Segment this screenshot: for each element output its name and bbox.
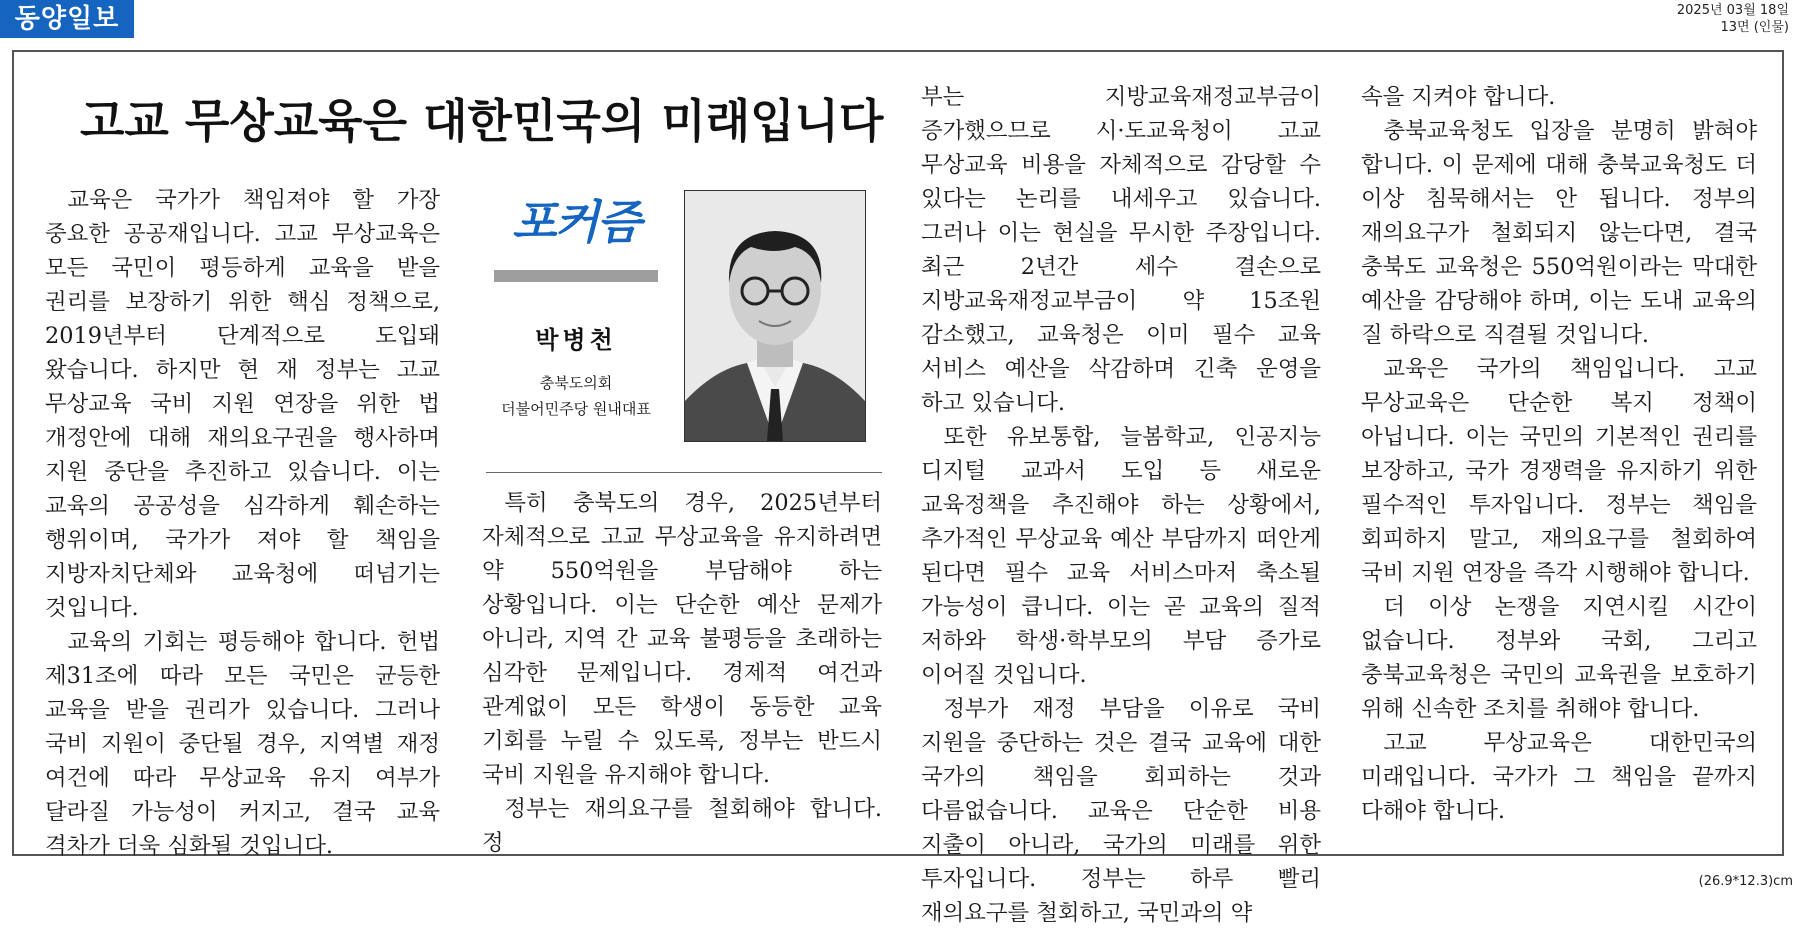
paragraph: 교육은 국가가 책임져야 할 가장 중요한 공공재입니다. 고교 무상교육은 모든 국민이 평등하게 교육을 받을 권리를 보장하기 위한 핵심 정책으로, 2019년부터 단계적으로 도입돼 왔습니다. 하지만 현 재 정부는 고교 무상교육 국비 지원 연장을 위한 법 개정안에 대해 재의요구권을 행사하며 지원 중단을 추진하고 있습니다. 이는 교육의 공공성을 심각하게 훼손하는 행위이며, 국가가 져야 할 책임을 지방자치단체와 교육청에 떠넘기는 것입니다.: [45, 187, 440, 621]
paragraph: 충북교육청도 입장을 분명히 밝혀야 합니다. 이 문제에 대해 충북교육청도 더 이상 침묵해서는 안 됩니다. 정부의 재의요구가 철회되지 않는다면, 결국 충북도 교육청은 550억원이라는 막대한 예산을 감당해야 하며, 이는 도내 교육의 질 하락으로 직결될 것입니다.: [1361, 118, 1757, 348]
paragraph: 특히 충북도의 경우, 2025년부터 자체적으로 고교 무상교육을 유지하려면 약 550억원을 부담해야 하는 상황입니다. 이는 단순한 예산 문제가 아니라, 지역 간 교육 불평등을 초래하는 심각한 문제입니다. 경제적 여건과 관계없이 모든 학생이 동등한 교육 기회를 누릴 수 있도록, 정부는 반드시 국비 지원을 유지해야 합니다.: [482, 490, 882, 788]
paragraph: 더 이상 논쟁을 지연시킬 시간이 없습니다. 정부와 국회, 그리고 충북교육청은 국민의 교육권을 보호하기 위해 신속한 조치를 취해야 합니다.: [1361, 594, 1757, 722]
paragraph: 정부는 재의요구를 철회해야 합니다. 정: [482, 796, 882, 856]
paragraph: 또한 유보통합, 늘봄학교, 인공지능 디지털 교과서 도입 등 새로운 교육정책을 추진해야 하는 상황에서, 추가적인 무상교육 예산 부담까지 떠안게 된다면 필수 교육 서비스마저 축소될 가능성이 큽니다. 이는 곧 교육의 질적 저하와 학생·학부모의 부담 증가로 이어질 것입니다.: [921, 424, 1321, 688]
author-portrait-icon: [685, 191, 865, 441]
page-section: 13면 (인물): [1720, 20, 1789, 35]
article-column-2: [482, 486, 882, 860]
column-logo-bar: [494, 270, 658, 282]
newspaper-masthead: 동양일보: [0, 0, 134, 38]
author-affiliation: [486, 370, 666, 422]
paragraph: 교육은 국가의 책임입니다. 고교 무상교육은 단순한 복지 정책이 아닙니다. 이는 국민의 기본적인 권리를 보장하고, 국가 경쟁력을 유지하기 위한 필수적인 투자입니다. 정부는 책임을 회피하지 말고, 재의요구를 철회하여 국비 지원 연장을 즉각 시행해야 합니다.: [1361, 356, 1757, 586]
article-column-4: [1361, 80, 1757, 828]
column-logo-text: 포커즘: [512, 195, 640, 249]
author-name: 박병천: [535, 326, 617, 354]
paragraph: 교육의 기회는 평등해야 합니다. 헌법 제31조에 따라 모든 국민은 균등한 교육을 받을 권리가 있습니다. 그러나 국비 지원이 중단될 경우, 지역별 재정 여건에 따라 무상교육 유지 여부가 달라질 가능성이 커지고, 결국 교육 격차가 더욱 심화될 것입니다.: [45, 629, 440, 859]
paragraph-continued: 부는 지방교육재정교부금이 증가했으므로 시·도교육청이 고교 무상교육 비용을 자체적으로 감당할 수 있다는 논리를 내세우고 있습니다. 그러나 이는 현실을 무시한 주장입니다. 최근 2년간 세수 결손으로 지방교육재정교부금이 약 15조원 감소했고, 교육청은 이미 필수 교육 서비스 예산을 삭감하며 긴축 운영을 하고 있습니다.: [921, 84, 1321, 416]
publication-date: 2025년 03월 18일: [1676, 3, 1789, 18]
column-logo: [494, 190, 658, 280]
paragraph: 고교 무상교육은 대한민국의 미래입니다. 국가가 그 책임을 끝까지 다해야 합니다.: [1361, 730, 1757, 824]
paragraph-continued: 속을 지켜야 합니다.: [1361, 84, 1556, 110]
author-role: 더불어민주당 원내대표: [501, 400, 651, 418]
article-column-3: [921, 80, 1321, 930]
author-photo: [684, 190, 866, 442]
paragraph: 정부가 재정 부담을 이유로 국비 지원을 중단하는 것은 결국 교육에 대한 국가의 책임을 회피하는 것과 다름없습니다. 교육은 단순한 비용 지출이 아니라, 국가의 미래를 위한 투자입니다. 정부는 하루 빨리 재의요구를 철회하고, 국민과의 약: [921, 696, 1321, 926]
clipping-size-note: (26.9*12.3)cm: [1698, 874, 1793, 889]
column-divider: [486, 472, 882, 473]
article-column-1: [45, 183, 440, 863]
publication-meta: [1677, 2, 1789, 36]
author-org: 충북도의회: [539, 374, 613, 392]
article-headline: 고교 무상교육은 대한민국의 미래입니다: [80, 94, 884, 148]
